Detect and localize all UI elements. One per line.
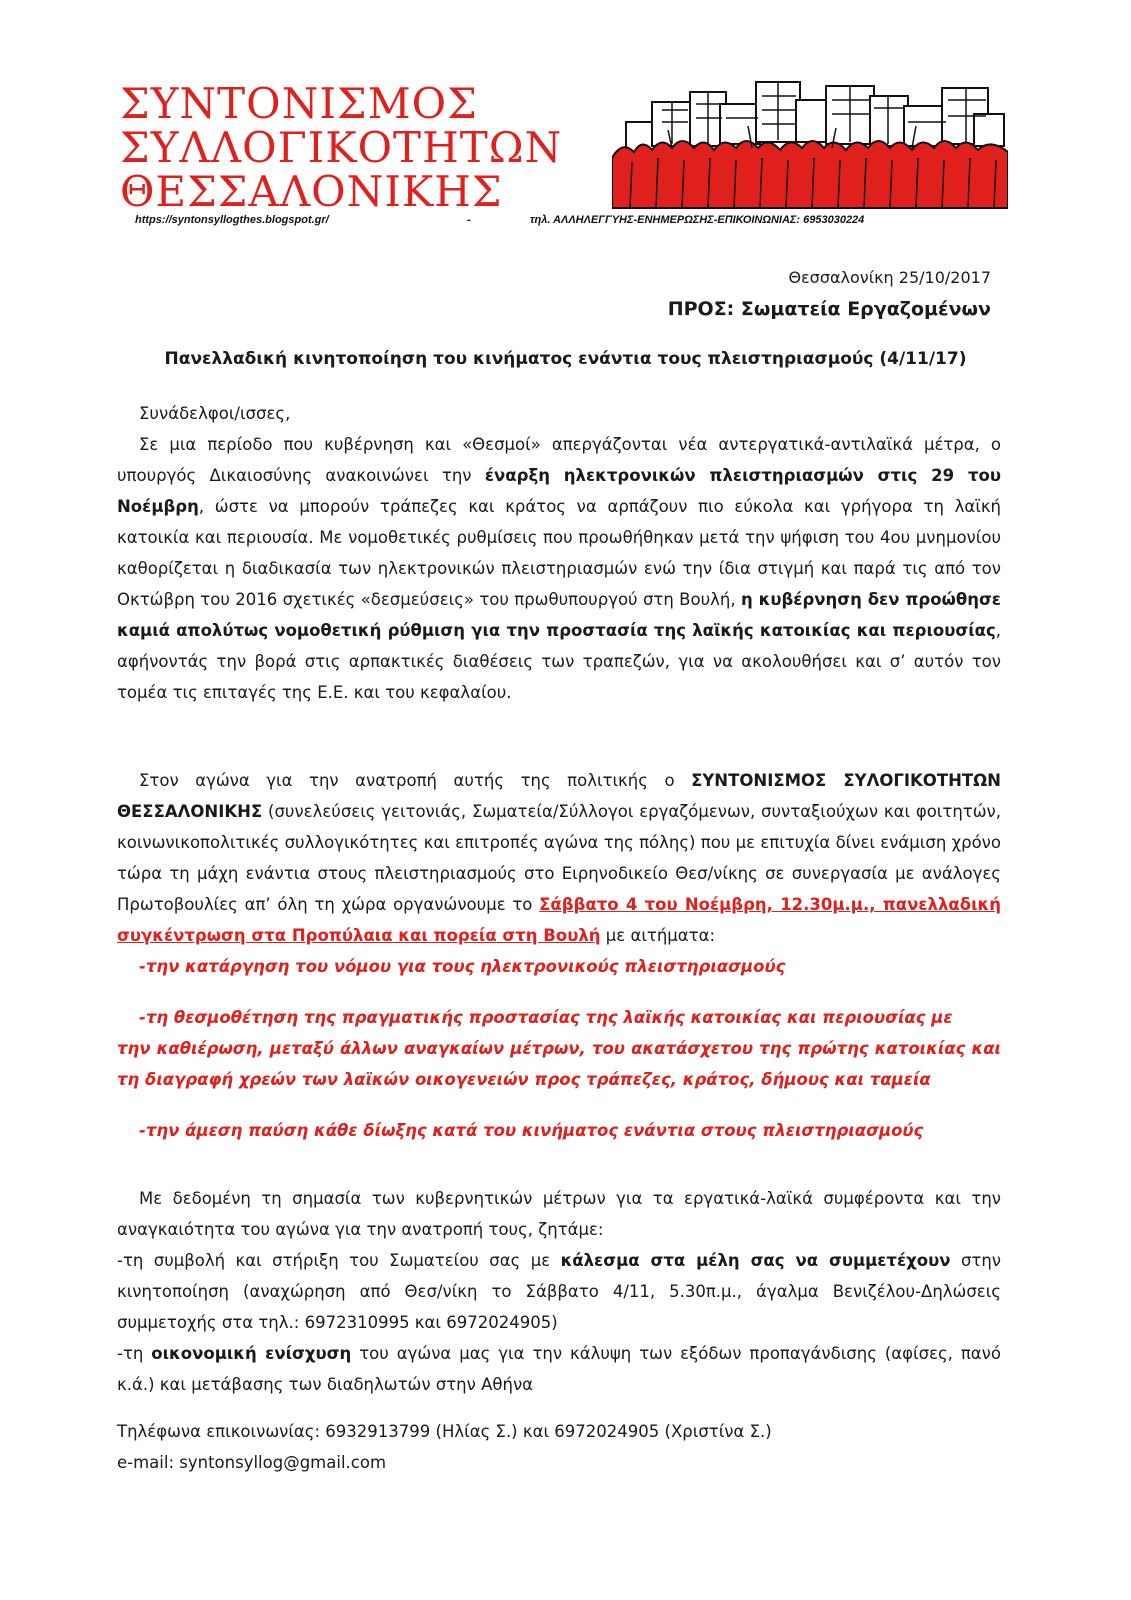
- p2-text-c: (συνελεύσεις γειτονιάς, Σωματεία/Σύλλογοι εργαζόμενων, συνταξιούχων και φοιτητών, κοινωνικοπολιτικές συλλογικότητες και επιτροπές αγώνα της πόλης) που με επιτυχία δίνει ενάμιση χρόνο τώρα τη μάχη ενάντια στους πλειστηριασμούς στο Ειρηνοδικείο Θεσ/νίκης σε συνεργασία με ανάλογες Πρωτοβουλίες απ’ όλη τη χώρα οργανώνουμε το: [117, 802, 1001, 914]
- p2-text-e: με αιτήματα:: [600, 926, 716, 945]
- paragraph-1: [117, 429, 1001, 708]
- p1-text-a: Σε μια περίοδο που κυβέρνηση και «Θεσμοί» απεργάζονται νέα αντεργατικά-αντιλαϊκά μέτρα, ο υπουργός Δικαιοσύνης ανακοινώνει την: [117, 435, 1001, 485]
- letter-date: Θεσσαλονίκη 25/10/2017: [788, 268, 991, 287]
- p1-bold-d: η κυβέρνηση δεν προώθησε καμιά απολύτως νομοθετική ρύθμιση για την προστασία της λαϊκής κατοικίας και περιουσίας: [117, 590, 1001, 640]
- contact-section: [117, 1416, 1001, 1478]
- p1-text-c: , ώστε να μπορούν τράπεζες και κράτος να αρπάζουν πιο εύκολα και γρήγορα τη λαϊκή κατοικία και περιουσία. Με νομοθετικές ρυθμίσεις που προωθήθηκαν μετά την ψήφιση του 4ου μνημονίου καθορίζεται η διαδικασία των ηλεκτρονικών πλειστηριασμών ενώ την ίδια στιγμή και παρά τις από τον Οκτώβρη του 2016 σχετικές «δεσμεύσεις» του πρωθυπουργού στη Βουλή,: [117, 497, 1001, 609]
- demand-1: -την κατάργηση του νόμου για τους ηλεκτρονικούς πλειστηριασμούς: [139, 957, 786, 976]
- event-announcement: Σάββατο 4 του Νοέμβρη, 12.30μ.μ., πανελλαδική συγκέντρωση στα Προπύλαια και πορεία στη Βουλή: [117, 895, 1001, 945]
- crowd-buildings-logo: [612, 78, 1008, 216]
- title-line-1: ΣΥΝΤΟΝΙΣΜΟΣ: [120, 79, 478, 128]
- paragraph-3: Με δεδομένη τη σημασία των κυβερνητικών μέτρων για τα εργατικά-λαϊκά συμφέροντα και την αναγκαιότητα του αγώνα για την ανατροπή τους, ζητάμε:: [117, 1189, 1001, 1239]
- p4-text-a: -τη συμβολή και στήριξη του Σωματείου σας με: [117, 1251, 561, 1270]
- separator-dash: -: [467, 214, 471, 226]
- organization-title: [120, 79, 563, 216]
- demand-3: -την άμεση παύση κάθε δίωξης κατά του κινήματος ενάντια στους πλειστηριασμούς: [139, 1121, 924, 1140]
- contact-phones: Τηλέφωνα επικοινωνίας: 6932913799 (Ηλίας Σ.) και 6972024905 (Χριστίνα Σ.): [117, 1422, 772, 1441]
- p2-text-a: Στον αγώνα για την ανατροπή αυτής της πολιτικής ο: [139, 771, 692, 790]
- letter-body-part1: [117, 398, 1001, 708]
- contact-email[interactable]: e-mail: syntonsyllog@gmail.com: [117, 1453, 387, 1472]
- solidarity-phone: τηλ. ΑΛΛΗΛΕΓΓΥΗΣ-ΕΝΗΜΕΡΩΣΗΣ-ΕΠΙΚΟΙΝΩΝΙΑΣ: 6953030224: [530, 214, 865, 226]
- demand-2-continued: την καθιέρωση, μεταξύ άλλων αναγκαίων μέτρων, του ακατάσχετου της πρώτης κατοικίας και τη διαγραφή χρεών των λαϊκών οικογενειών προς τράπεζες, κράτος, δήμους και ταμεία: [117, 1039, 1001, 1089]
- p2-bold-b: ΣΥΝΤΟΝΙΣΜΟΣ ΣΥΛΟΓΙΚΟΤΗΤΩΝ ΘΕΣΣΑΛΟΝΙΚΗΣ: [117, 771, 1001, 821]
- paragraph-2: [117, 765, 1001, 951]
- p5-text-a: -τη: [117, 1344, 152, 1363]
- p5-text-c: του αγώνα μας για την κάλυψη των εξόδων προπαγάνδισης (αφίσες, πανό κ.ά.) και μετάβασης των διαδηλωτών στην Αθήνα: [117, 1344, 1001, 1394]
- title-line-2: ΣΥΛΛΟΓΙΚΟΤΗΤΩΝ: [120, 123, 563, 172]
- p4-bold-b: κάλεσμα στα μέλη σας να συμμετέχουν: [560, 1251, 951, 1270]
- title-line-3: ΘΕΣΣΑΛΟΝΙΚΗΣ: [120, 167, 503, 216]
- letter-body-part2: [117, 765, 1001, 1146]
- letter-recipient: ΠΡΟΣ: Σωματεία Εργαζομένων: [667, 298, 991, 320]
- demand-2: -τη θεσμοθέτηση της πραγματικής προστασίας της λαϊκής κατοικίας και περιουσίας με: [139, 1008, 953, 1027]
- letter-subject: Πανελλαδική κινητοποίηση του κινήματος ενάντια τους πλειστηριασμούς (4/11/17): [164, 349, 967, 369]
- p1-bold-b: έναρξη ηλεκτρονικών πλειστηριασμών στις 29 του Νοέμβρη: [117, 466, 1001, 516]
- request-participation: [117, 1245, 1001, 1338]
- p1-text-e: , αφήνοντάς την βορά στις αρπακτικές διαθέσεις των τραπεζών, για να ακολουθήσει και σ’ αυτόν τον τομέα τις επιταγές της Ε.Ε. και του κεφαλαίου.: [117, 621, 1001, 702]
- request-funding: [117, 1338, 1001, 1400]
- greeting: Συνάδελφοι/ισσες,: [139, 404, 291, 423]
- letter-body-part3: [117, 1183, 1001, 1400]
- p4-text-c: στην κινητοποίηση (αναχώρηση από Θεσ/νίκη το Σάββατο 4/11, 5.30π.μ., άγαλμα Βενιζέλου-Δηλώσεις συμμετοχής στα τηλ.: 6972310995 και 6972024905): [117, 1251, 1002, 1332]
- p5-bold-b: οικονομική ενίσχυση: [151, 1344, 352, 1363]
- blog-link[interactable]: https://syntonsyllogthes.blogspot.gr/: [135, 214, 329, 226]
